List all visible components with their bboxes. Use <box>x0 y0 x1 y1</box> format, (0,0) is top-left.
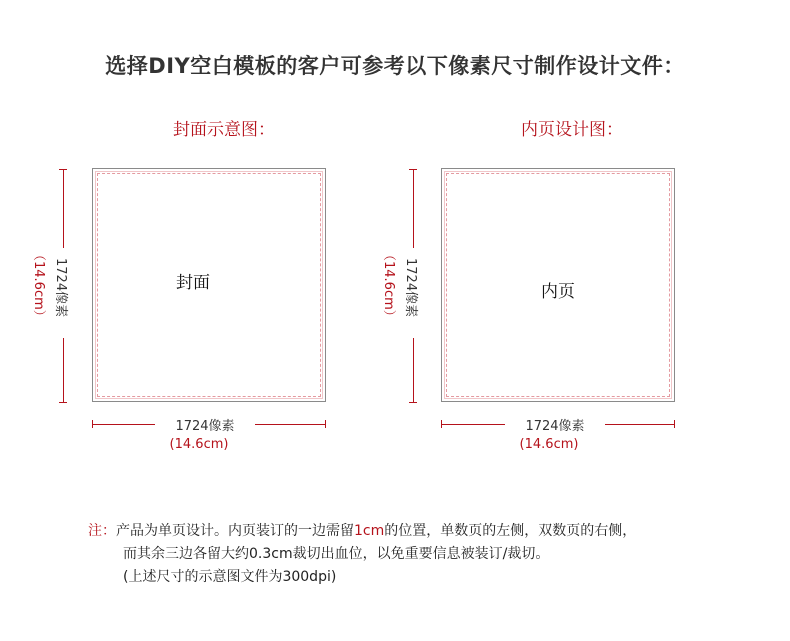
inner-width-tick-left <box>441 420 442 428</box>
note-line-3: (上述尺寸的示意图文件为300dpi) <box>123 569 337 585</box>
inner-height-px: 1724像素 <box>403 258 418 318</box>
inner-width-cm: (14.6cm) <box>519 437 579 452</box>
note-label: 注： <box>88 523 116 539</box>
inner-height-tick-top <box>409 169 417 170</box>
page-title: 选择DIY空白模板的客户可参考以下像素尺寸制作设计文件： <box>105 54 685 78</box>
cover-height-cm: （14.6cm） <box>31 248 46 323</box>
inner-width-tick-right <box>674 420 675 428</box>
cover-width-px: 1724像素 <box>175 419 235 434</box>
cover-height-tick-bottom <box>59 402 67 403</box>
inner-section-title: 内页设计图： <box>521 120 623 140</box>
inner-height-cm: （14.6cm） <box>381 248 396 323</box>
cover-width-tick-right <box>325 420 326 428</box>
note-line-2: 而其余三边各留大约0.3cm裁切出血位，以免重要信息被装订/裁切。 <box>123 546 550 562</box>
cover-width-cm: (14.6cm) <box>169 437 229 452</box>
note-line-1-highlight: 1cm <box>354 523 385 539</box>
note-line-1 <box>88 520 636 540</box>
inner-width-px: 1724像素 <box>525 419 585 434</box>
cover-height-px: 1724像素 <box>53 258 68 318</box>
cover-height-tick-top <box>59 169 67 170</box>
note-line-1-a: 产品为单页设计。内页装订的一边需留 <box>116 523 354 539</box>
note-line-1-b: 的位置，单数页的左侧，双数页的右侧， <box>384 523 637 539</box>
cover-section-title: 封面示意图： <box>173 120 275 140</box>
cover-box-label: 封面 <box>176 273 210 293</box>
inner-height-tick-bottom <box>409 402 417 403</box>
cover-width-tick-left <box>92 420 93 428</box>
inner-box-label: 内页 <box>541 282 575 302</box>
